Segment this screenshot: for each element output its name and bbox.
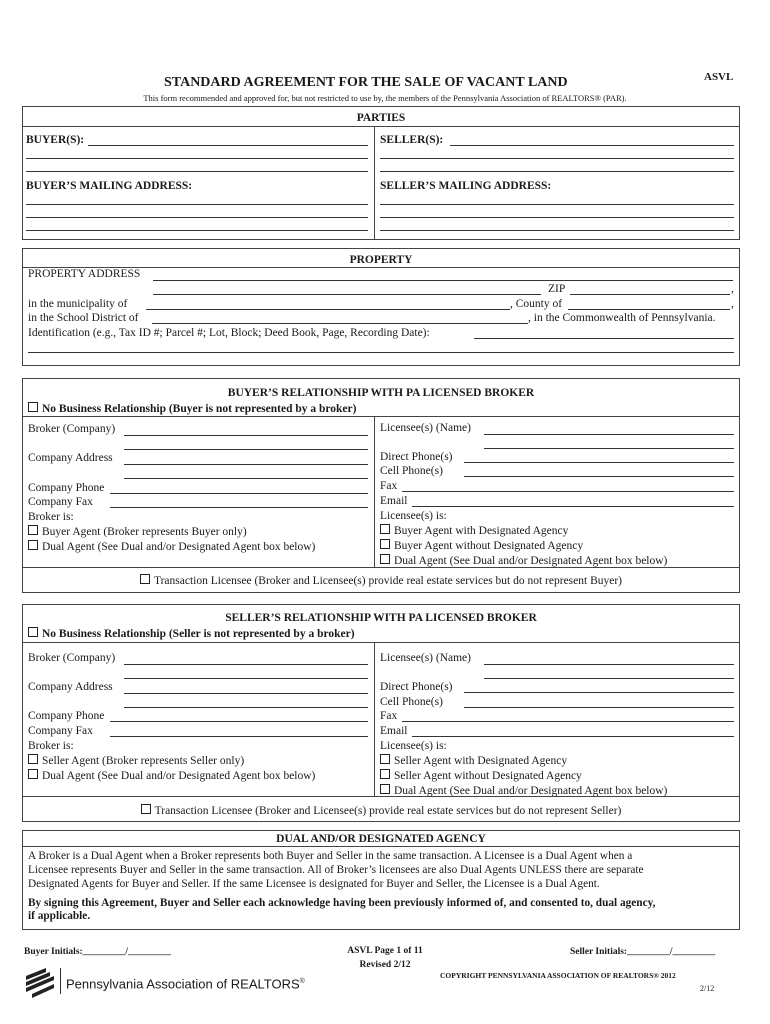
identification-label: Identification (e.g., Tax ID #; Parcel #; Lot, Block; Deed Book, Page, Recording Date): [28,327,430,339]
buyer-dual-agent-option[interactable] [28,540,315,554]
seller-broker-company-label: Broker (Company) [28,652,116,664]
comma: , [731,298,734,310]
buyer-cell-phone-field[interactable] [464,476,734,477]
seller-agent-option[interactable] [28,754,244,768]
logo-divider [60,968,61,994]
school-district-field[interactable] [152,323,528,324]
municipality-field[interactable] [146,309,510,310]
buyer-company-address-field[interactable] [124,478,368,479]
seller-no-relationship-label: No Business Relationship (Seller is not represented by a broker) [42,628,355,640]
dual-agency-acknowledgment: By signing this Agreement, Buyer and Seller each acknowledge having been previously informed of, and consented to, dual agency, [28,897,656,909]
comma: , [731,283,734,295]
seller-cell-phone-field[interactable] [464,707,734,708]
divider [22,126,740,127]
par-logo-icon [24,966,58,998]
seller-transaction-option[interactable] [22,804,740,818]
commonwealth-label: , in the Commonwealth of Pennsylvania. [528,312,716,324]
form-code: ASVL [704,71,734,83]
seller-initials[interactable]: Seller Initials:_________/_________ [570,947,716,957]
checkbox-icon[interactable] [28,754,38,764]
seller-address-label: SELLER’S MAILING ADDRESS: [380,180,552,192]
seller-company-phone-label: Company Phone [28,710,105,722]
buyer-direct-phone-label: Direct Phone(s) [380,451,453,463]
buyer-address-field[interactable] [26,217,368,218]
form-title: STANDARD AGREEMENT FOR THE SALE OF VACANT LAND [164,75,568,90]
checkbox-icon[interactable] [28,402,38,412]
buyer-licensee-dual-label: Dual Agent (See Dual and/or Designated Agent box below) [394,555,668,567]
seller-address-field[interactable] [380,217,734,218]
sellers-label: SELLER(S): [380,134,444,146]
seller-agent-without-option[interactable] [380,769,582,783]
copyright-notice: COPYRIGHT PENNSYLVANIA ASSOCIATION OF REALTORS® 2012 [440,971,676,980]
buyer-licensee-name-field[interactable] [484,448,734,449]
buyers-label: BUYER(S): [26,134,85,146]
seller-address-field[interactable] [380,204,734,205]
buyer-email-field[interactable] [412,506,734,507]
buyer-broker-heading: BUYER’S RELATIONSHIP WITH PA LICENSED BROKER [227,387,535,399]
buyer-broker-company-label: Broker (Company) [28,423,116,435]
seller-email-label: Email [380,725,408,737]
dual-agency-acknowledgment: if applicable. [28,910,91,922]
checkbox-icon[interactable] [380,784,390,794]
buyer-company-phone-field[interactable] [110,493,368,494]
seller-broker-heading: SELLER’S RELATIONSHIP WITH PA LICENSED BROKER [225,612,537,624]
buyer-broker-company-field[interactable] [124,435,368,436]
buyer-address-field[interactable] [26,230,368,231]
buyer-transaction-option[interactable] [22,574,740,588]
seller-company-fax-field[interactable] [110,736,368,737]
seller-broker-company-field[interactable] [124,664,368,665]
seller-dual-agent-option-label: Dual Agent (See Dual and/or Designated Agent box below) [42,770,316,782]
property-address-field[interactable] [153,280,733,281]
buyer-agent-designated-label: Buyer Agent with Designated Agency [394,525,569,537]
seller-licensee-dual-label: Dual Agent (See Dual and/or Designated Agent box below) [394,785,668,797]
checkbox-icon[interactable] [28,769,38,779]
logo-text [66,975,305,990]
logo-registered: ® [299,978,305,985]
seller-company-address-field[interactable] [124,707,368,708]
buyer-dual-agent-option-label: Dual Agent (See Dual and/or Designated Agent box below) [42,541,316,553]
seller-no-relationship[interactable] [28,627,355,641]
seller-email-field[interactable] [412,736,734,737]
school-district-label: in the School District of [28,312,139,324]
dual-agency-heading: DUAL AND/OR DESIGNATED AGENCY [276,833,486,845]
page-number: ASVL Page 1 of 11 [347,946,423,956]
checkbox-icon[interactable] [141,804,151,814]
seller-company-fax-label: Company Fax [28,725,93,737]
buyer-email-label: Email [380,495,408,507]
buyer-address-field[interactable] [26,204,368,205]
property-heading: PROPERTY [349,254,413,266]
buyer-name-field[interactable] [88,145,368,146]
parties-heading: PARTIES [356,112,406,124]
seller-company-address-field[interactable] [124,693,368,694]
checkbox-icon[interactable] [380,524,390,534]
county-label: , County of [510,298,563,310]
municipality-label: in the municipality of [28,298,128,310]
revision-date: Revised 2/12 [359,960,411,970]
divider [22,567,740,568]
seller-dual-agent-option[interactable] [28,769,315,783]
zip-field[interactable] [570,294,730,295]
buyer-no-relationship[interactable] [28,402,356,416]
buyer-licensee-name-field[interactable] [484,434,734,435]
divider [22,642,740,643]
divider [22,796,740,797]
buyer-agent-option[interactable] [28,525,247,539]
buyer-name-field[interactable] [26,158,368,159]
seller-name-field[interactable] [380,158,734,159]
seller-licensee-name-field[interactable] [484,678,734,679]
divider [374,643,375,796]
divider [374,417,375,567]
seller-company-phone-field[interactable] [110,721,368,722]
seller-name-field[interactable] [380,171,734,172]
buyer-licensee-is-label: Licensee(s) is: [380,510,447,522]
seller-agent-designated-option[interactable] [380,754,567,768]
buyer-fax-label: Fax [380,480,398,492]
buyer-initials[interactable]: Buyer Initials:_________/_________ [24,947,171,957]
seller-fax-field[interactable] [402,721,734,722]
dual-agency-text-line: Designated Agents for Buyer and Seller. If the same Licensee is designated for Buyer and Seller, the Licensee is a Dual Agent. [28,878,600,890]
seller-broker-company-field[interactable] [124,678,368,679]
seller-licensee-name-field[interactable] [484,664,734,665]
seller-direct-phone-field[interactable] [464,692,734,693]
date-code: 2/12 [700,984,715,993]
buyer-company-phone-label: Company Phone [28,482,105,494]
checkbox-icon[interactable] [380,769,390,779]
seller-licensee-is-label: Licensee(s) is: [380,740,447,752]
seller-direct-phone-label: Direct Phone(s) [380,681,453,693]
buyer-agent-designated-option[interactable] [380,524,568,538]
buyer-licensee-dual-option[interactable] [380,554,667,568]
seller-agent-designated-label: Seller Agent with Designated Agency [394,755,568,767]
logo-text-label: Pennsylvania Association of REALTORS [66,976,300,992]
buyer-no-relationship-label: No Business Relationship (Buyer is not represented by a broker) [42,403,357,415]
identification-field[interactable] [474,338,734,339]
seller-broker-is-label: Broker is: [28,740,74,752]
county-field[interactable] [568,309,730,310]
seller-agent-without-label: Seller Agent without Designated Agency [394,770,582,782]
buyer-fax-field[interactable] [402,491,734,492]
buyer-company-address-field[interactable] [124,464,368,465]
checkbox-icon[interactable] [380,554,390,564]
divider [374,127,375,240]
dual-agency-text-line: A Broker is a Dual Agent when a Broker represents both Buyer and Seller in the same transaction. A Licensee is a Dual Agent when a [28,850,633,862]
buyer-address-label: BUYER’S MAILING ADDRESS: [26,180,193,192]
buyer-transaction-label: Transaction Licensee (Broker and Licensee(s) provide real estate services but do not represent Buyer) [153,575,623,587]
divider [22,416,740,417]
checkbox-icon[interactable] [380,754,390,764]
checkbox-icon[interactable] [28,627,38,637]
seller-agent-option-label: Seller Agent (Broker represents Seller only) [42,755,245,767]
seller-cell-phone-label: Cell Phone(s) [380,696,443,708]
checkbox-icon[interactable] [28,525,38,535]
dual-agency-text-line: Licensee represents Buyer and Seller in the same transaction. All of Broker’s licensees are also Dual Agents UNLESS there are separate [28,864,644,876]
property-address-label: PROPERTY ADDRESS [28,268,141,280]
buyer-direct-phone-field[interactable] [464,462,734,463]
buyer-licensee-name-label: Licensee(s) (Name) [380,422,471,434]
buyer-broker-is-label: Broker is: [28,511,74,523]
buyer-agent-without-label: Buyer Agent without Designated Agency [394,540,584,552]
checkbox-icon[interactable] [28,540,38,550]
zip-label: ZIP [548,283,566,295]
divider [22,846,740,847]
buyer-company-address-label: Company Address [28,452,113,464]
buyer-company-fax-field[interactable] [110,507,368,508]
buyer-agent-option-label: Buyer Agent (Broker represents Buyer only) [42,526,247,538]
seller-transaction-label: Transaction Licensee (Broker and Licensee(s) provide real estate services but do not represent Seller) [154,805,622,817]
identification-field[interactable] [28,352,734,353]
seller-licensee-name-label: Licensee(s) (Name) [380,652,471,664]
buyer-name-field[interactable] [26,171,368,172]
property-address-field[interactable] [153,294,541,295]
checkbox-icon[interactable] [140,574,150,584]
buyer-company-fax-label: Company Fax [28,496,93,508]
seller-fax-label: Fax [380,710,398,722]
buyer-cell-phone-label: Cell Phone(s) [380,465,443,477]
buyer-broker-company-field[interactable] [124,449,368,450]
checkbox-icon[interactable] [380,539,390,549]
seller-name-field[interactable] [450,145,734,146]
seller-address-field[interactable] [380,230,734,231]
form-subtitle: This form recommended and approved for, but not restricted to use by, the members of the Pennsylvania Association of REALTORS® (PAR). [143,93,627,103]
buyer-agent-without-option[interactable] [380,539,583,553]
seller-company-address-label: Company Address [28,681,113,693]
